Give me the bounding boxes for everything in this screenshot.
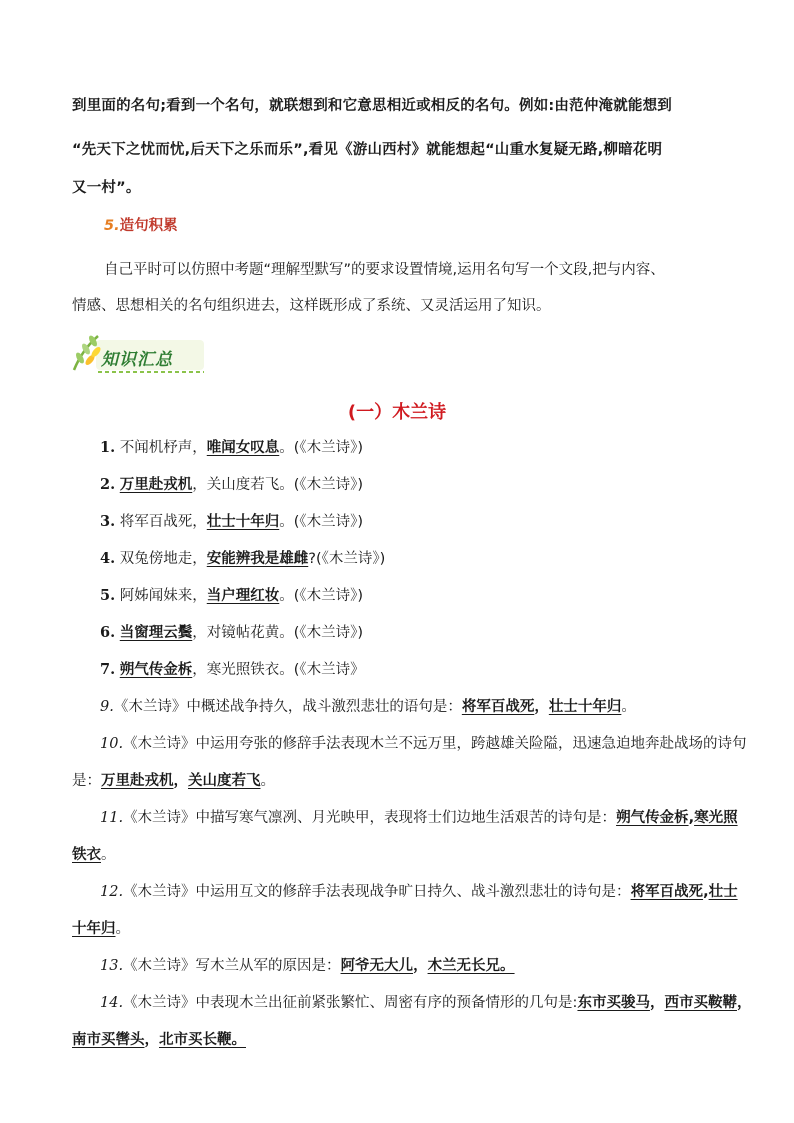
question-10: 10.《木兰诗》中运用夸张的修辞手法表现木兰不远万里，跨越雄关险隘，迅速急迫地奔赴战场的诗句 xyxy=(100,736,747,752)
section-title: (一）木兰诗 xyxy=(347,402,447,423)
section-5-number: 5. xyxy=(104,218,120,234)
question-13: 13.《木兰诗》写木兰从军的原因是：阿爷无大儿，木兰无长兄。 xyxy=(100,958,515,974)
question-9: 9.《木兰诗》中概述战争持久，战斗激烈悲壮的语句是：将军百战死，壮士十年归。 xyxy=(100,699,636,715)
question-12-cont: 十年归。 xyxy=(72,921,130,937)
list-item: 3. 将军百战死，壮士十年归。(《木兰诗》) xyxy=(100,513,364,530)
knowledge-summary-badge xyxy=(68,330,208,376)
section-5-body-1: 自己平时可以仿照中考题“理解型默写”的要求设置情境,运用名句写一个文段,把与内容、 xyxy=(104,262,665,278)
section-5-body-2: 情感、思想相关的名句组织进去，这样既形成了系统、又灵活运用了知识。 xyxy=(72,298,551,314)
question-14: 14.《木兰诗》中表现木兰出征前紧张繁忙、周密有序的预备情形的几句是:东市买骏马，西市买鞍鞯， xyxy=(100,995,752,1011)
section-5-heading xyxy=(104,216,178,236)
badge-label: 知识汇总 xyxy=(101,350,173,370)
intro-line-3: 又一村”。 xyxy=(72,180,141,196)
question-14-cont: 南市买辔头，北市买长鞭。 xyxy=(72,1032,246,1048)
list-item: 1. 不闻机杼声，唯闻女叹息。(《木兰诗》) xyxy=(100,439,364,456)
list-item: 7. 朔气传金柝，寒光照铁衣。(《木兰诗》 xyxy=(100,661,365,678)
list-item: 6. 当窗理云鬓，对镜帖花黄。(《木兰诗》) xyxy=(100,624,364,641)
list-item: 4. 双兔傍地走，安能辨我是雄雌?(《木兰诗》) xyxy=(100,550,386,567)
intro-line-2: “先天下之忧而忧,后天下之乐而乐”,看见《游山西村》就能想起“山重水复疑无路,柳暗花明 xyxy=(72,142,663,158)
list-item: 2. 万里赴戎机，关山度若飞。(《木兰诗》) xyxy=(100,476,364,493)
section-5-title: 造句积累 xyxy=(119,218,178,234)
question-11: 11.《木兰诗》中描写寒气凛冽、月光映甲，表现将士们边地生活艰苦的诗句是：朔气传金柝,寒光照 xyxy=(100,810,738,826)
intro-line-1: 到里面的名句;看到一个名句，就联想到和它意思相近或相反的名句。例如:由范仲淹就能想到 xyxy=(72,98,672,114)
question-10-cont: 是：万里赴戎机，关山度若飞。 xyxy=(72,773,275,789)
question-12: 12.《木兰诗》中运用互文的修辞手法表现战争旷日持久、战斗激烈悲壮的诗句是：将军百战死,壮士 xyxy=(100,884,738,900)
list-item: 5. 阿姊闻妹来，当户理红妆。(《木兰诗》) xyxy=(100,587,364,604)
question-11-cont: 铁衣。 xyxy=(72,847,116,863)
